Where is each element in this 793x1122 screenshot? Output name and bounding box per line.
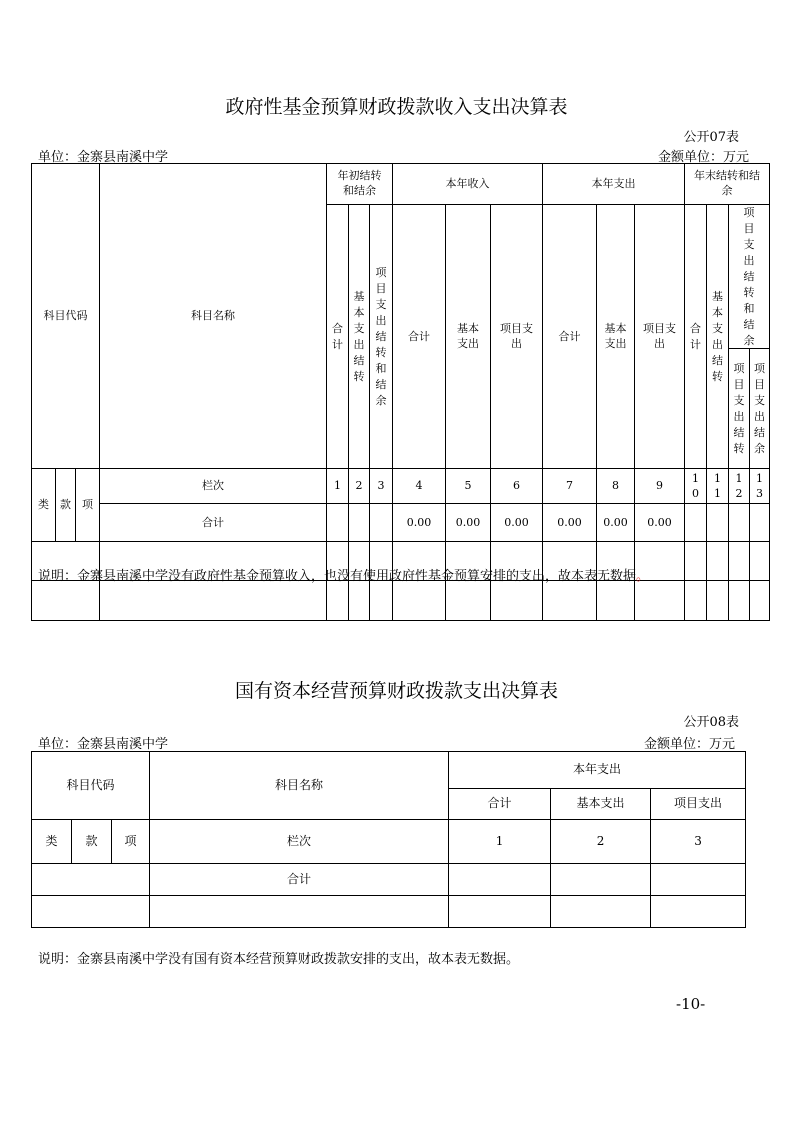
col-number: 5 — [446, 469, 491, 504]
header-closing-basic: 基本支出结转 — [707, 205, 729, 469]
table8-amount-unit: 金额单位：万元 — [643, 737, 735, 752]
header-lei: 类 — [32, 469, 56, 542]
col-number: 3 — [370, 469, 393, 504]
page-number: -10- — [676, 995, 706, 1013]
t8-header-lei: 类 — [32, 820, 72, 864]
table7-code: 公开07表 — [683, 130, 739, 145]
total-cell — [370, 504, 393, 542]
t8-row-label: 栏次 — [150, 820, 449, 864]
col-number: 11 — [707, 469, 729, 504]
total-cell — [349, 504, 370, 542]
header-expense: 本年支出 — [543, 164, 685, 205]
total-cell: 0.00 — [393, 504, 446, 542]
col-number: 12 — [729, 469, 750, 504]
t8-total-label: 合计 — [150, 864, 449, 896]
header-closing-project-surplus: 项目支出结余 — [750, 349, 770, 469]
t8-header-name: 科目名称 — [150, 752, 449, 820]
total-cell — [729, 504, 750, 542]
col-number: 9 — [635, 469, 685, 504]
total-cell — [685, 504, 707, 542]
col-number: 8 — [597, 469, 635, 504]
header-name: 科目名称 — [100, 164, 327, 469]
total-cell: 0.00 — [491, 504, 543, 542]
col-number: 1 — [327, 469, 349, 504]
header-closing-total: 合计 — [685, 205, 707, 469]
t8-header-basic: 基本支出 — [551, 789, 651, 820]
header-kuan: 款 — [56, 469, 76, 542]
col-number: 13 — [750, 469, 770, 504]
col-number: 10 — [685, 469, 707, 504]
header-income-project: 项目支出 — [491, 205, 543, 469]
total-cell: 0.00 — [635, 504, 685, 542]
total-cell — [750, 504, 770, 542]
table-row — [32, 581, 770, 621]
header-expense-total: 合计 — [543, 205, 597, 469]
table7-title: 政府性基金预算财政拨款收入支出决算表 — [225, 96, 568, 118]
header-opening-basic: 基本支出结转 — [349, 205, 370, 469]
table7-note: 说明：金寨县南溪中学没有政府性基金预算收入，也没有使用政府性基金预算安排的支出，故本表无数据。 — [38, 569, 650, 584]
t8-col-number: 3 — [651, 820, 746, 864]
header-code: 科目代码 — [32, 164, 100, 469]
total-cell — [327, 504, 349, 542]
table7-amount-unit: 金额单位：万元 — [657, 150, 749, 165]
t8-col-number: 2 — [551, 820, 651, 864]
header-closing-project-carry: 项目支出结转 — [729, 349, 750, 469]
header-closing-project-group: 项目支出结转和结余 — [729, 205, 770, 349]
t8-header-expense: 本年支出 — [449, 752, 746, 789]
table-row — [32, 896, 746, 928]
total-cell — [707, 504, 729, 542]
col-number: 7 — [543, 469, 597, 504]
header-expense-project: 项目支出 — [635, 205, 685, 469]
header-income: 本年收入 — [393, 164, 543, 205]
header-opening-total: 合计 — [327, 205, 349, 469]
col-number: 6 — [491, 469, 543, 504]
table8-note: 说明：金寨县南溪中学没有国有资本经营预算财政拨款安排的支出，故本表无数据。 — [38, 952, 520, 967]
header-xiang: 项 — [76, 469, 100, 542]
col-number: 2 — [349, 469, 370, 504]
table7 — [31, 163, 770, 621]
total-cell: 0.00 — [597, 504, 635, 542]
total-cell: 0.00 — [446, 504, 491, 542]
table8-title: 国有资本经营预算财政拨款支出决算表 — [234, 680, 558, 702]
t8-header-xiang: 项 — [112, 820, 150, 864]
row-label: 栏次 — [100, 469, 327, 504]
header-income-basic: 基本支出 — [446, 205, 491, 469]
header-income-total: 合计 — [393, 205, 446, 469]
table7-unit: 单位：金寨县南溪中学 — [38, 150, 169, 165]
col-number: 4 — [393, 469, 446, 504]
t8-header-kuan: 款 — [72, 820, 112, 864]
header-closing: 年末结转和结余 — [685, 164, 770, 205]
t8-header-total: 合计 — [449, 789, 551, 820]
t8-header-project: 项目支出 — [651, 789, 746, 820]
table8-unit: 单位：金寨县南溪中学 — [38, 737, 169, 752]
table8-code: 公开08表 — [683, 715, 739, 730]
table8 — [31, 751, 746, 928]
total-label: 合计 — [100, 504, 327, 542]
header-expense-basic: 基本支出 — [597, 205, 635, 469]
header-opening: 年初结转和结余 — [327, 164, 393, 205]
header-opening-project: 项目支出结转和结余 — [370, 205, 393, 469]
t8-col-number: 1 — [449, 820, 551, 864]
total-cell: 0.00 — [543, 504, 597, 542]
t8-header-code: 科目代码 — [32, 752, 150, 820]
